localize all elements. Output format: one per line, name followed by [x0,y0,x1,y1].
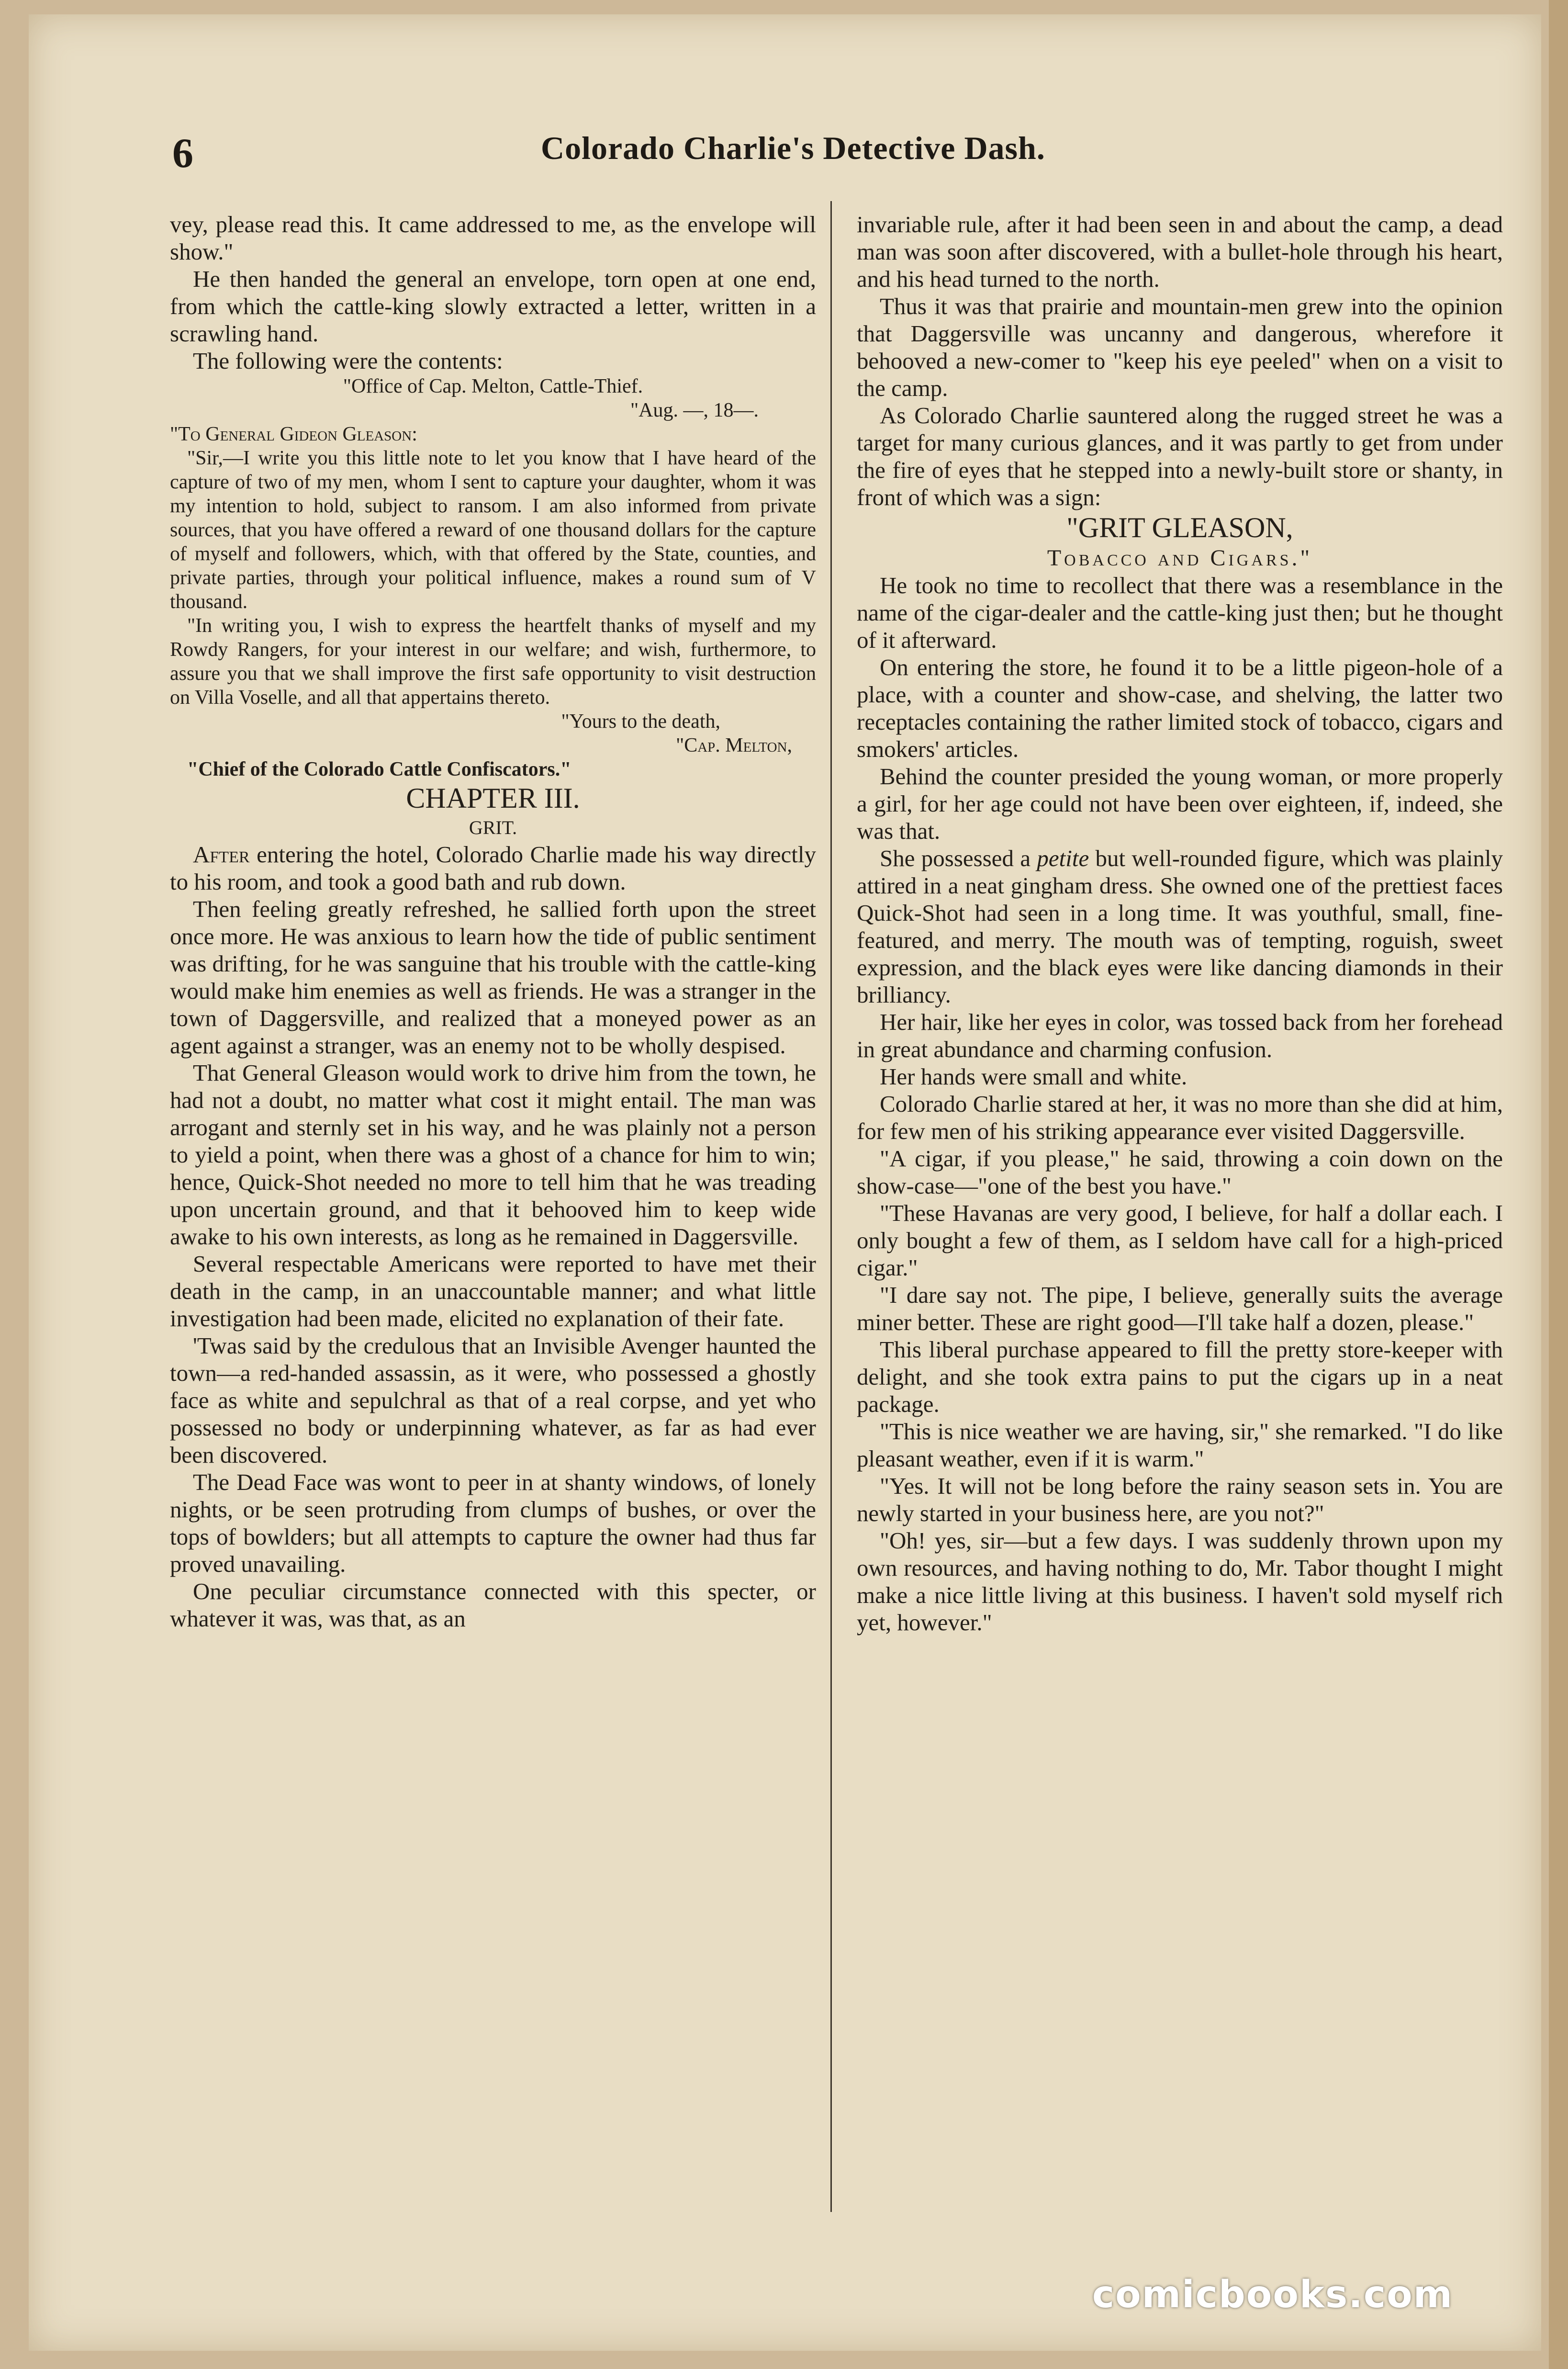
letter-date: "Aug. —, 18—. [630,399,759,421]
paragraph: "These Havanas are very good, I believe, for half a dollar each. I only bought a few of them, as I seldom have call for a high-priced cigar." [857,1200,1503,1281]
paragraph [170,841,816,895]
paragraph: "Yes. It will not be long before the rainy season sets in. You are newly started in your business here, are you not?" [857,1473,1503,1526]
letter-signature-title: "Chief of the Colorado Cattle Confiscators." [187,758,571,780]
paragraph: The following were the contents: [193,348,503,374]
paragraph: vey, please read this. It came addressed to me, as the envelope will show." [170,211,816,265]
page-header [144,129,1522,182]
paragraph: Her hair, like her eyes in color, was tossed back from her forehead in great abundance and charming confusion. [857,1009,1503,1062]
paragraph: Behind the counter presided the young woman, or more properly a girl, for her age could not have been over eighteen, if, indeed, she was that. [857,763,1503,844]
paragraph: He took no time to recollect that there was a resemblance in the name of the cigar-dealer and the cattle-king just then; but he thought of it afterward. [857,572,1503,653]
paragraph: That General Gleason would work to drive him from the town, he had not a doubt, no matter what cost it might entail. The man was arrogant and sternly set in his way, and he was plainly not a person to yield a point, when there was a ghost of a chance for him to win; hence, Quick-Shot needed no more to tell him that he was treading upon uncertain ground, and that it behooved him to keep wide awake to his own interests, as long as he remained in Daggersville. [170,1060,816,1250]
watermark: comicbooks.com [1092,2273,1453,2316]
paragraph: Thus it was that prairie and mountain-men grew into the opinion that Daggersville was uncanny and dangerous, wherefore it behooved a new-comer to "keep his eye peeled" when on a visit to the camp. [857,293,1503,401]
paragraph-text: She possessed a [880,845,1037,871]
letter-salutation: "To General Gideon Gleason: [170,423,417,445]
paragraph: Colorado Charlie stared at her, it was no more than she did at him, for few men of his striking appearance ever visited Daggersville. [857,1091,1503,1144]
store-sign-name: "GRIT GLEASON, [1066,512,1293,543]
chapter-title: CHAPTER III. [406,782,580,814]
paragraph: Her hands were small and white. [880,1063,1187,1090]
paragraph: Several respectable Americans were reported to have met their death in the camp, in an unaccountable manner; and what little investigation had been made, elicited no explanation of their fate. [170,1251,816,1331]
page-number: 6 [172,130,193,177]
paragraph [857,845,1503,1008]
sheet-edge [1549,0,1568,2369]
left-column [170,211,816,1632]
paragraph: "I dare say not. The pipe, I believe, generally suits the average miner better. These are right good—I'll take half a dozen, please." [857,1282,1503,1335]
store-sign-subtitle: Tobacco and Cigars." [1047,545,1313,571]
letter-signature: "Cap. Melton, [676,734,792,756]
paragraph: As Colorado Charlie sauntered along the rugged street he was a target for many curious glances, and it was partly to get from under the fire of eyes that he stepped into a newly-built store or shanty, in front of which was a sign: [857,402,1503,510]
letter-closing: "Yours to the death, [561,711,720,733]
letter-paragraph: "In writing you, I wish to express the heartfelt thanks of myself and my Rowdy Rangers, for your interest in our welfare; and wish, furthermore, to assure you that we shall improve the first safe opportunity to visit destruction on Villa Voselle, and all that appertains thereto. [170,615,816,709]
running-title: Colorado Charlie's Detective Dash. [541,130,1045,166]
letter-heading: "Office of Cap. Melton, Cattle-Thief. [343,375,643,397]
paragraph: "This is nice weather we are having, sir," she remarked. "I do like pleasant weather, even if it is warm." [857,1418,1503,1472]
paragraph: This liberal purchase appeared to fill the pretty store-keeper with delight, and she took extra pains to put the cigars up in a neat package. [857,1336,1503,1417]
letter [170,374,816,781]
paragraph: "Oh! yes, sir—but a few days. I was suddenly thrown upon my own resources, and having nothing to do, Mr. Tabor thought I might make a nice little living at this business. I haven't sold myself rich yet, however." [857,1527,1503,1636]
paragraph-text: but well-rounded figure, which was plainly attired in a neat gingham dress. She owned one of the prettiest faces Quick-Shot had seen in a long time. It was youthful, small, fine-featured, and merry. The mouth was of tempting, roguish, sweet expression, and the black eyes were like dancing diamonds in their brilliancy. [857,845,1503,1008]
paragraph: One peculiar circumstance connected with this specter, or whatever it was, was that, as an [170,1578,816,1632]
paragraph: On entering the store, he found it to be a little pigeon-hole of a place, with a counter and show-case, and shelving, the latter two receptacles containing the rather limited stock of tobacco, cigars and smokers' articles. [857,654,1503,762]
paragraph: He then handed the general an envelope, torn open at one end, from which the cattle-king slowly extracted a letter, written in a scrawling hand. [170,266,816,347]
letter-paragraph: "Sir,—I write you this little note to let you know that I have heard of the capture of two of my men, whom I sent to capture your daughter, whom it was my intention to hold, subject to ransom. I am also informed from private sources, that you have offered a reward of one thousand dollars for the capture of myself and followers, which, with that offered by the State, counties, and private parties, through your political influence, makes a round sum of V thousand. [170,447,816,613]
right-column [857,211,1503,1636]
paragraph: invariable rule, after it had been seen in and about the camp, a dead man was soon after discovered, with a bullet-hole through his heart, and his head turned to the north. [857,211,1503,292]
paragraph: "A cigar, if you please," he said, throwing a coin down on the show-case—"one of the best you have." [857,1145,1503,1199]
column-divider [830,201,832,2212]
lead-word: After [193,841,250,868]
paragraph: The Dead Face was wont to peer in at shanty windows, of lonely nights, or be seen protruding from clumps of bushes, or over the tops of bowlders; but all attempts to capture the owner had thus far proved unavailing. [170,1469,816,1577]
paragraph-text: entering the hotel, Colorado Charlie made his way directly to his room, and took a good bath and rub down. [170,841,816,895]
chapter-subtitle: GRIT. [469,817,517,838]
italic-word: petite [1037,845,1089,871]
paragraph: Then feeling greatly refreshed, he sallied forth upon the street once more. He was anxious to learn how the tide of public sentiment was drifting, for he was sanguine that his trouble with the cattle-king would make him enemies as well as friends. He was a stranger in the town of Daggersville, and realized that a moneyed power as an agent against a stranger, was an enemy not to be wholly despised. [170,896,816,1059]
paragraph: 'Twas said by the credulous that an Invisible Avenger haunted the town—a red-handed assassin, as it were, who possessed a ghostly face as white and sepulchral as that of a real corpse, and yet who possessed no body or underpinning whatever, as far as had ever been discovered. [170,1332,816,1468]
